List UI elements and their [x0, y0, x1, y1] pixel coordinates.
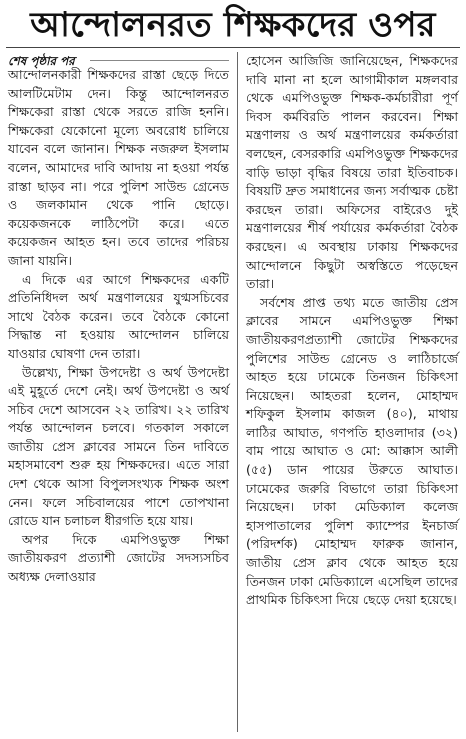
left-paragraph-1: আন্দোলনকারী শিক্ষকদের রাস্তা ছেড়ে দিতে আলটিমেটাম দেন। কিন্তু আন্দোলনরত শিক্ষকেরা রাস্তা থেকে সরতে রাজি হননি। শিক্ষকেরা যেকোনো মূল্যে অবরোধ চালিয়ে যাবেন বলে জানান। শিক্ষক নজরুল ইসলাম বলেন, আমাদের দাবি আদায় না হওয়া পর্যন্ত রাস্তা ছাড়ব না। পরে পুলিশ সাউন্ড গ্রেনেড ও জলকামান থেকে পানি ছোড়ে। কয়েকজনকে লাঠিপেটা করে। এতে কয়েকজন আহত হন। তবে তাদের পরিচয় জানা যায়নি।	[8, 67, 229, 268]
headline: আন্দোলনরত শিক্ষকদের ওপর	[30, 5, 436, 45]
left-column	[8, 52, 229, 587]
left-paragraph-4: অপর দিকে এমপিওভুক্ত শিক্ষা জাতীয়করণ প্রত্যাশী জোটের সদস্যসচিব অধ্যক্ষ দেলাওয়ার	[8, 531, 229, 585]
kicker-line	[8, 52, 229, 66]
continuation-kicker: শেষ পৃষ্ঠার পর	[8, 54, 75, 68]
right-column	[246, 52, 458, 610]
left-paragraph-3: উল্লেখ্য, শিক্ষা উপদেষ্টা ও অর্থ উপদেষ্টা এই মুহূর্তে দেশে নেই। অর্থ উপদেষ্টা ও অর্থ সচিব দেশে আসবেন ২২ তারিখ। ২২ তারিখ পর্যন্ত আন্দোলন চলবে। গতকাল সকালে জাতীয় প্রেস ক্লাবের সামনে তিন দাবিতে মহাসমাবেশ শুরু হয় শিক্ষকদের। এতে সারা দেশ থেকে আসা বিপুলসংখ্যক শিক্ষক অংশ নেন। ফলে সচিবালয়ের পাশে তোপখানা রোডে যান চলাচল ধীরগতি হয়ে যায়।	[8, 364, 229, 529]
headline-rule	[6, 47, 460, 48]
left-paragraph-2: এ দিকে এর আগে শিক্ষকদের একটি প্রতিনিধিদল অর্থ মন্ত্রণালয়ের যুগ্মসচিবের সাথে বৈঠক করেন। তবে বৈঠকে কোনো সিদ্ধান্ত না হওয়ায় আন্দোলন চালিয়ে যাওয়ার ঘোষণা দেন তারা।	[8, 271, 229, 361]
right-paragraph-1: হোসেন আজিজি জানিয়েছেন, শিক্ষকদের দাবি মানা না হলে আগামীকাল মঙ্গলবার থেকে এমপিওভুক্ত শিক্ষক-কর্মচারীরা পূর্ণ দিবস কর্মবিরতি পালন করবেন। শিক্ষা মন্ত্রণালয় ও অর্থ মন্ত্রণালয়ের কর্মকর্তারা বলছেন, বেসরকারি এমপিওভুক্ত শিক্ষকদের বাড়ি ভাড়া বৃদ্ধির বিষয়ে তারা ইতিবাচক। বিষয়টি দ্রুত সমাধানের জন্য সর্বাত্মক চেষ্টা করছেন তারা। অফিসের বাইরেও দুই মন্ত্রণালয়ের শীর্ষ পর্যায়ের কর্মকর্তারা বৈঠক করছেন। এ অবস্থায় ঢাকায় শিক্ষকদের আন্দোলনে কিছুটা অস্বস্তিতে পড়েছেন তারা।	[246, 53, 458, 292]
kicker-rule	[90, 60, 229, 61]
column-divider	[237, 52, 238, 732]
right-paragraph-2: সর্বশেষ প্রাপ্ত তথ্য মতে জাতীয় প্রেস ক্লাবের সামনে এমপিওভুক্ত শিক্ষা জাতীয়করণপ্রত্যাশী জোটের শিক্ষকদের পুলিশের সাউন্ড গ্রেনেড ও লাঠিচার্জে আহত হয়ে ঢামেকে তিনজন চিকিৎসা নিয়েছেন। আহতরা হলেন, মোহাম্মদ শফিকুল ইসলাম কাজল (৪০), মাথায় লাঠির আঘাত, গণপতি হাওলাদার (৩২) বাম পায়ে আঘাত ও মো: আক্কাস আলী (৫৫) ডান পায়ের উরুতে আঘাত। ঢামেকের জরুরি বিভাগে তারা চিকিৎসা নিয়েছেন। ঢাকা মেডিক্যাল কলেজ হাসপাতালের পুলিশ ক্যাম্পের ইনচার্জ (পরিদর্শক) মোহাম্মদ ফারুক জানান, জাতীয় প্রেস ক্লাব থেকে আহত হয়ে তিনজন ঢাকা মেডিক্যালে এসেছিল তাদের প্রাথমিক চিকিৎসা দিয়ে ছেড়ে দেয়া হয়েছে।	[246, 294, 458, 608]
